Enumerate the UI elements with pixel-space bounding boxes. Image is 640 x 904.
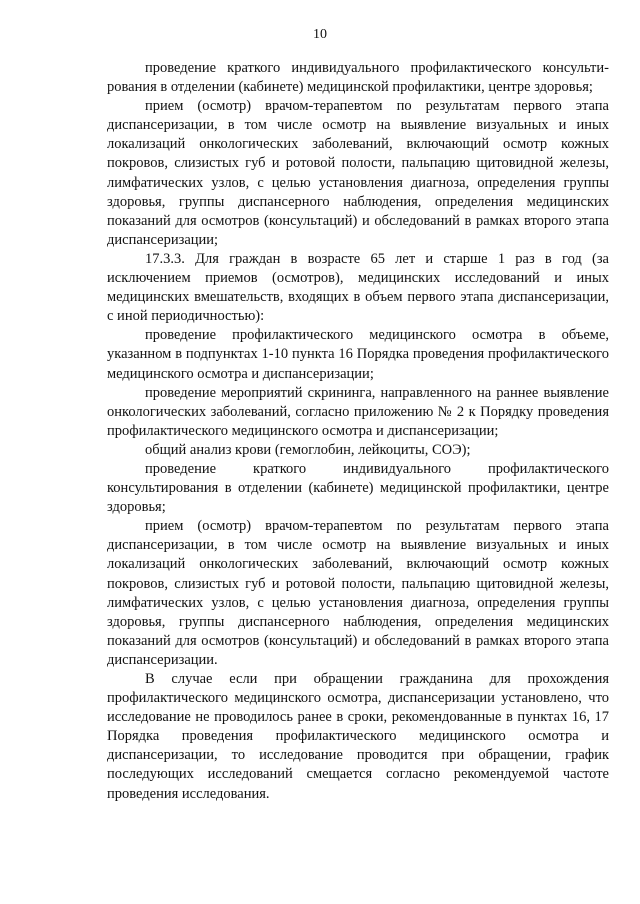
paragraph: проведение мероприятий скрининга, направленного на раннее выявление онкологических заболеваний, согласно приложению № 2 к Порядку проведения профилактического медицинского осмотра и диспансеризации; — [107, 384, 609, 439]
paragraph: 17.3.3. Для граждан в возрасте 65 лет и старше 1 раз в год (за исключением приемов (осмотров), медицинских исследований и иных медицинских вмешательств, входящих в объем первого этапа диспансеризации, с иной периодичностью): — [107, 250, 609, 325]
paragraph: прием (осмотр) врачом-терапевтом по результатам первого этапа диспансеризации, в том числе осмотр на выявление визуальных и иных локализаций онкологических заболеваний, включающий осмотр кожных покровов, слизистых губ и ротовой полости, пальпацию щитовидной железы, лимфатических узлов, с целью установления диагноза, определения группы здоровья, группы диспансерного наблюдения, определения медицинских показаний для осмотров (консультаций) и обследований в рамках второго этапа диспансеризации. — [107, 518, 609, 668]
paragraph: проведение краткого индивидуального профилактического консультирования в отделении (кабинете) медицинской профилактики, центре здоровья; — [107, 460, 609, 516]
paragraph: прием (осмотр) врачом-терапевтом по результатам первого этапа диспансеризации, в том числе осмотр на выявление визуальных и иных локализаций онкологических заболеваний, включающий осмотр кожных покровов, слизистых губ и ротовой полости, пальпацию щитовидной железы, лимфатических узлов, с целью установления диагноза, определения группы здоровья, группы диспансерного наблюдения, определения медицинских показаний для осмотров (консультаций) и обследований в рамках второго этапа диспансеризации; — [107, 98, 609, 248]
document-body — [107, 59, 609, 804]
paragraph: проведение краткого индивидуального профилактического консультирования в отделении (кабинете) медицинской профилактики, центре здоровья; — [107, 60, 609, 96]
page-number: 10 — [313, 27, 327, 42]
paragraph: В случае если при обращении гражданина для прохождения профилактического медицинского осмотра, диспансеризации установлено, что исследование не проводилось ранее в сроки, рекомендованные в пунктах 16, 17 Порядка проведения профилактического медицинского осмотра и диспансеризации, то исследование проводится при обращении, график последующих исследований смещается согласно рекомендуемой частоте проведения исследования. — [107, 671, 609, 802]
paragraph: общий анализ крови (гемоглобин, лейкоциты, СОЭ); — [145, 441, 471, 458]
paragraph: проведение профилактического медицинского осмотра в объеме, указанном в подпунктах 1-10 пункта 16 Порядка проведения профилактического медицинского осмотра и диспансеризации; — [107, 327, 609, 382]
